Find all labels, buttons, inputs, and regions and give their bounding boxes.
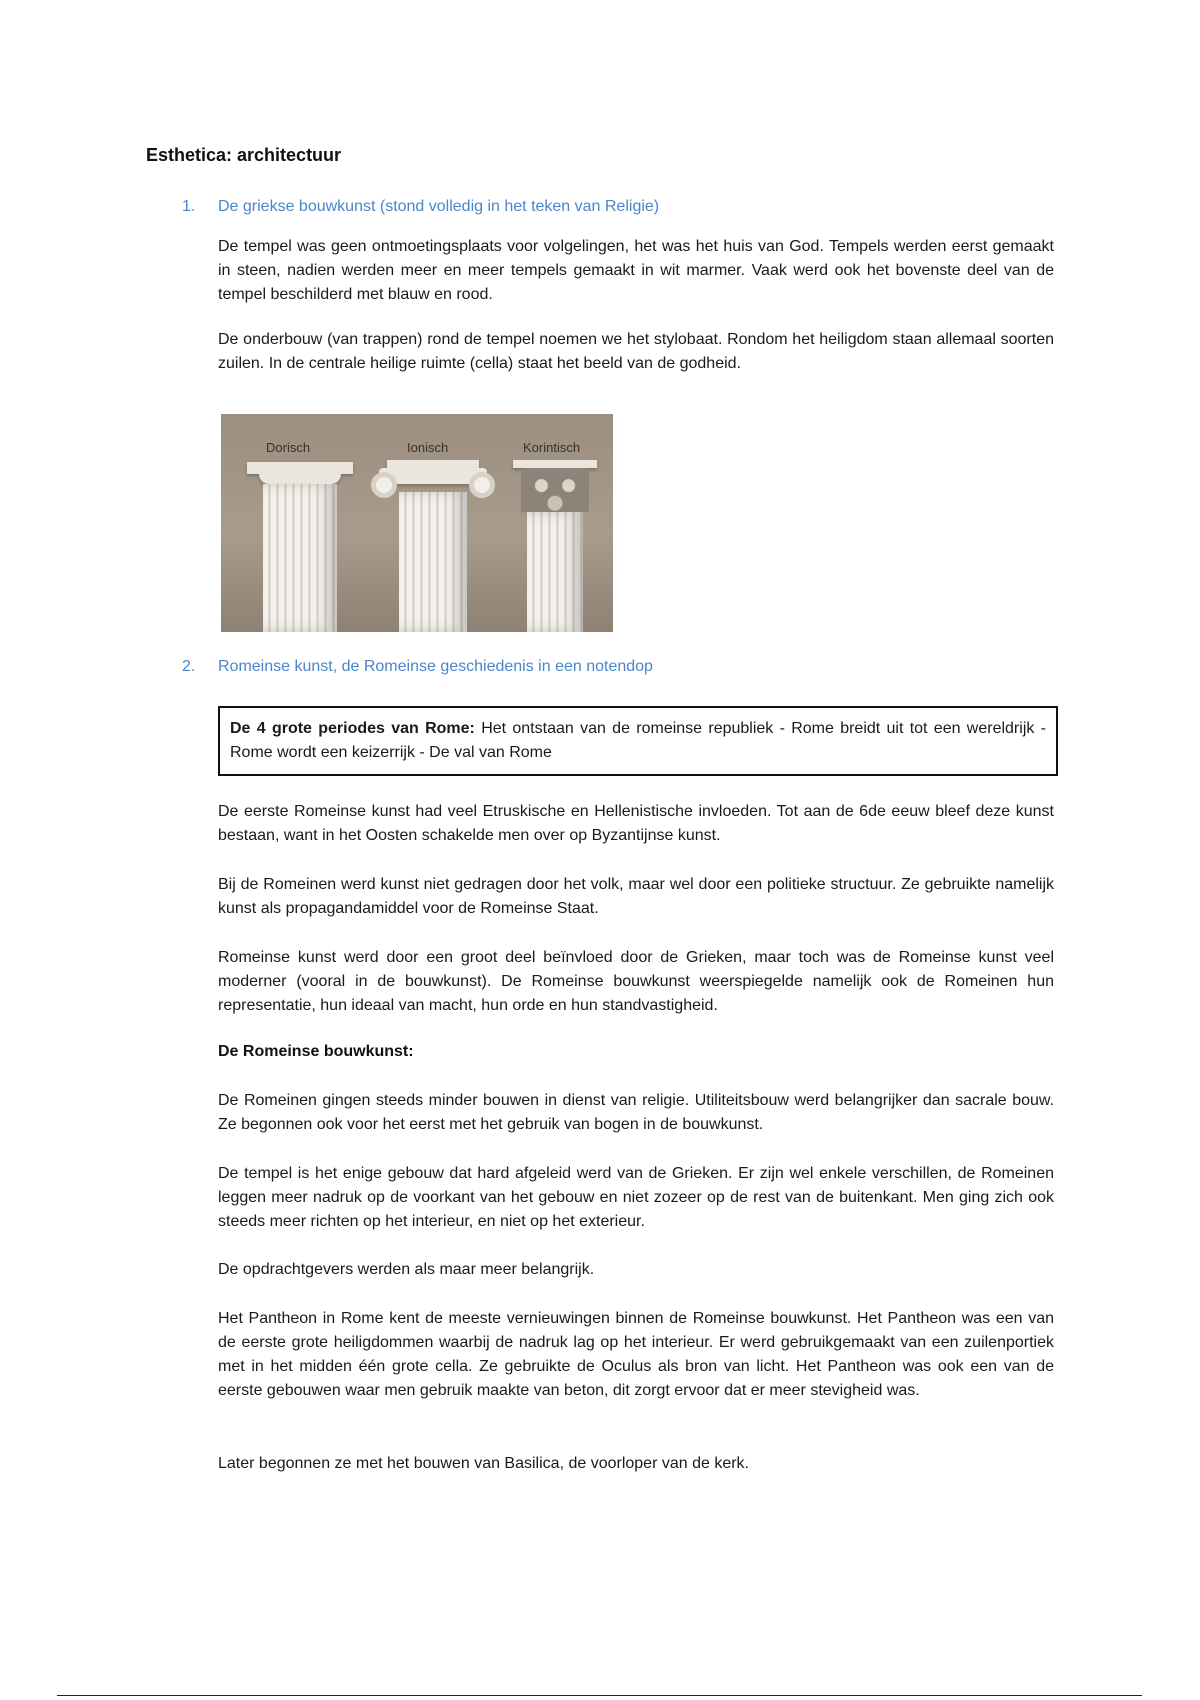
paragraph: De Romeinen gingen steeds minder bouwen in dienst van religie. Utiliteitsbouw werd belangrijker dan sacrale bouw. Ze begonnen ook voor het eerst met het gebruik van bogen in de bouwkunst. [218, 1092, 1054, 1133]
greek-columns-image [221, 414, 613, 632]
section-1-heading [182, 198, 659, 216]
paragraph: De opdrachtgevers werden als maar meer belangrijk. [218, 1261, 595, 1278]
footer-divider [57, 1695, 1142, 1696]
paragraph: Romeinse kunst werd door een groot deel beïnvloed door de Grieken, maar toch was de Romeinse kunst veel moderner (vooral in de bouwkunst). De Romeinse bouwkunst weerspiegelde namelijk ook de Romeinen hun representatie, hun ideaal van macht, hun orde en hun standvastigheid. [218, 949, 1054, 1014]
callout-text: Het ontstaan van de romeinse republiek - Rome breidt uit tot een wereldrijk - Rome wordt een keizerrijk - De val van Rome [230, 720, 1046, 761]
figure-label-ionisch: Ionisch [407, 440, 449, 455]
paragraph: De onderbouw (van trappen) rond de tempel noemen we het stylobaat. Rondom het heiligdom staan allemaal soorten zuilen. In de centrale heilige ruimte (cella) staat het beeld van de godheid. [218, 331, 1054, 372]
doric-abacus [247, 462, 353, 474]
section-2-number: 2. [182, 658, 196, 675]
paragraph: Bij de Romeinen werd kunst niet gedragen door het volk, maar wel door een politieke structuur. Ze gebruikte namelijk kunst als propagandamiddel voor de Romeinse Staat. [218, 876, 1054, 917]
ionic-volute-left [371, 472, 397, 498]
callout-bold-text: De 4 grote periodes van Rome: [230, 720, 475, 737]
corinthian-column [527, 512, 583, 632]
paragraph: De tempel was geen ontmoetingsplaats voor volgelingen, het was het huis van God. Tempels werden eerst gemaakt in steen, nadien werden meer en meer tempels gemaakt in wit marmer. Vaak werd ook het bovenste deel van de tempel beschilderd met blauw en rood. [218, 238, 1054, 303]
paragraph: De eerste Romeinse kunst had veel Etruskische en Hellenistische invloeden. Tot aan de 6de eeuw bleef deze kunst bestaan, want in het Oosten schakelde men over op Byzantijnse kunst. [218, 803, 1054, 844]
doric-echinus [259, 474, 341, 484]
section-2-heading [182, 658, 653, 676]
figure-label-dorisch: Dorisch [266, 440, 311, 455]
roman-architecture-subheading: De Romeinse bouwkunst: [218, 1043, 414, 1060]
ionic-abacus [387, 460, 479, 468]
paragraph: Het Pantheon in Rome kent de meeste vernieuwingen binnen de Romeinse bouwkunst. Het Pantheon was een van de eerste grote heiligdommen waarbij de nadruk lag op het interieur. Er werd gebruikgemaakt van een zuilenportiek met in het midden één grote cella. Ze gebruikte de Oculus als bron van licht. Het Pantheon was ook een van de eerste gebouwen waar men gebruik maakte van beton, dit zorgt ervoor dat er meer stevigheid was. [218, 1310, 1054, 1399]
figure-label-korintisch: Korintisch [523, 440, 581, 455]
section-1-number: 1. [182, 198, 196, 215]
section-1-title: De griekse bouwkunst (stond volledig in het teken van Religie) [218, 198, 660, 215]
ionic-volute-right [469, 472, 495, 498]
paragraph: De tempel is het enige gebouw dat hard afgeleid werd van de Grieken. Er zijn wel enkele verschillen, de Romeinen leggen meer nadruk op de voorkant van het gebouw en niet zozeer op de rest van de buitenkant. Men ging zich ook steeds meer richten op het interieur, en niet op het exterieur. [218, 1165, 1054, 1230]
corinthian-abacus [513, 460, 597, 468]
paragraph: Later begonnen ze met het bouwen van Basilica, de voorloper van de kerk. [218, 1455, 749, 1472]
ionic-column [399, 492, 467, 632]
periods-callout-box [218, 706, 1058, 776]
corinthian-capital [521, 468, 589, 512]
section-2-title: Romeinse kunst, de Romeinse geschiedenis in een notendop [218, 658, 653, 675]
doric-column [263, 484, 337, 632]
page-title: Esthetica: architectuur [146, 145, 342, 165]
